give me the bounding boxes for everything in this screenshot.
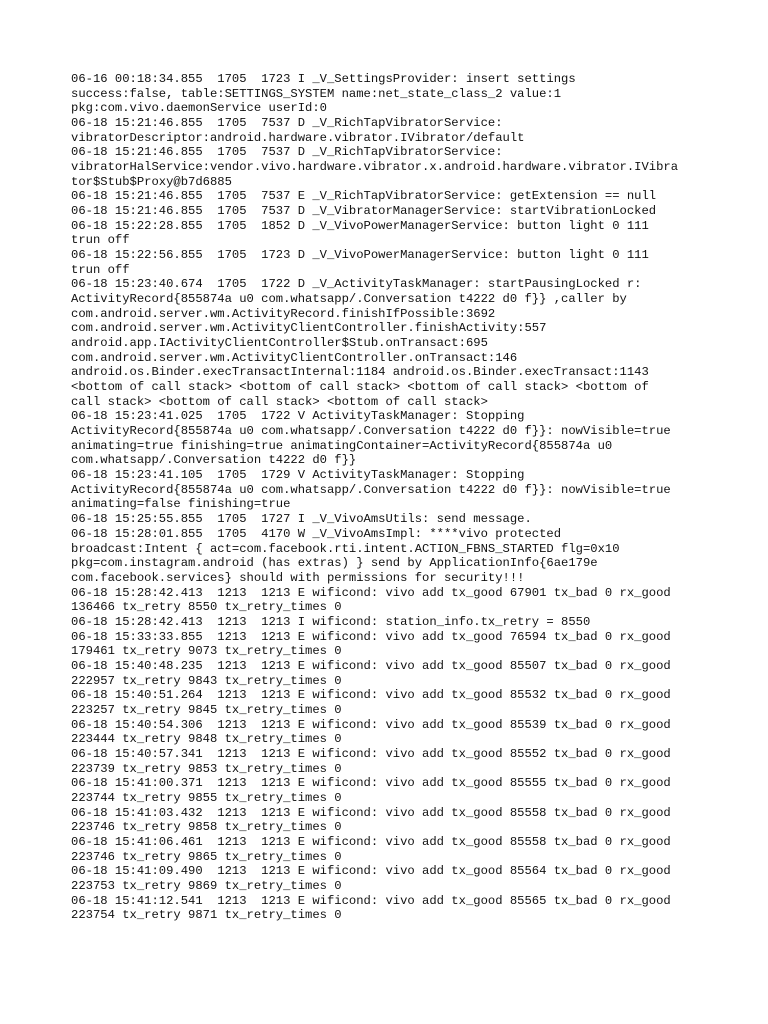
log-line: 06-18 15:41:00.371 1213 1213 E wificond: vivo add tx_good 85555 tx_bad 0 rx_good (71, 776, 671, 791)
log-line: 06-18 15:28:42.413 1213 1213 E wificond: vivo add tx_good 67901 tx_bad 0 rx_good (71, 585, 671, 600)
log-line: vibratorDescriptor:android.hardware.vibrator.IVibrator/default (71, 130, 525, 145)
log-line: 06-18 15:23:41.105 1705 1729 V ActivityTaskManager: Stopping (71, 468, 525, 483)
log-line: com.android.server.wm.ActivityRecord.finishIfPossible:3692 (71, 306, 496, 321)
log-line: 06-18 15:25:55.855 1705 1727 I _V_VivoAmsUtils: send message. (71, 512, 532, 527)
log-line: 223754 tx_retry 9871 tx_retry_times 0 (71, 908, 342, 923)
log-line: com.android.server.wm.ActivityClientController.finishActivity:557 (71, 321, 547, 336)
log-line: 06-18 15:21:46.855 1705 7537 E _V_RichTapVibratorService: getExtension == null (71, 189, 657, 204)
log-line: broadcast:Intent { act=com.facebook.rti.intent.ACTION_FBNS_STARTED flg=0x10 (71, 541, 620, 556)
log-line: <bottom of call stack> <bottom of call stack> <bottom of call stack> <bottom of (71, 380, 649, 395)
log-line: 06-18 15:41:03.432 1213 1213 E wificond: vivo add tx_good 85558 tx_bad 0 rx_good (71, 805, 671, 820)
log-line: 222957 tx_retry 9843 tx_retry_times 0 (71, 673, 342, 688)
log-line: 223739 tx_retry 9853 tx_retry_times 0 (71, 761, 342, 776)
log-line: ActivityRecord{855874a u0 com.whatsapp/.Conversation t4222 d0 f}}: nowVisible=true (71, 482, 671, 497)
log-line: 06-18 15:23:41.025 1705 1722 V ActivityTaskManager: Stopping (71, 409, 525, 424)
log-line: call stack> <bottom of call stack> <bottom of call stack> (71, 394, 488, 409)
log-line: ActivityRecord{855874a u0 com.whatsapp/.Conversation t4222 d0 f}} ,caller by (71, 292, 627, 307)
log-line: com.whatsapp/.Conversation t4222 d0 f}} (71, 453, 357, 468)
log-line: 06-18 15:28:42.413 1213 1213 I wificond: station_info.tx_retry = 8550 (71, 614, 591, 629)
log-line: 06-16 00:18:34.855 1705 1723 I _V_SettingsProvider: insert settings (71, 72, 576, 86)
log-line: trun off (71, 262, 130, 277)
log-line: 06-18 15:40:57.341 1213 1213 E wificond: vivo add tx_good 85552 tx_bad 0 rx_good (71, 746, 671, 761)
log-line: success:false, table:SETTINGS_SYSTEM name:net_state_class_2 value:1 (71, 86, 562, 101)
log-line: 06-18 15:22:28.855 1705 1852 D _V_VivoPowerManagerService: button light 0 111 (71, 218, 649, 233)
log-line: 179461 tx_retry 9073 tx_retry_times 0 (71, 644, 342, 659)
log-line: 06-18 15:28:01.855 1705 4170 W _V_VivoAmsImpl: ****vivo protected (71, 526, 562, 541)
log-line: 223753 tx_retry 9869 tx_retry_times 0 (71, 878, 342, 893)
log-line: vibratorHalService:vendor.vivo.hardware.vibrator.x.android.hardware.vibrator.IVibra (71, 160, 679, 175)
log-line: 06-18 15:23:40.674 1705 1722 D _V_ActivityTaskManager: startPausingLocked r: (71, 277, 642, 292)
log-line: 223746 tx_retry 9865 tx_retry_times 0 (71, 849, 342, 864)
log-line: com.android.server.wm.ActivityClientController.onTransact:146 (71, 350, 518, 365)
log-line: 06-18 15:33:33.855 1213 1213 E wificond: vivo add tx_good 76594 tx_bad 0 rx_good (71, 629, 671, 644)
log-line: 06-18 15:40:48.235 1213 1213 E wificond: vivo add tx_good 85507 tx_bad 0 rx_good (71, 658, 671, 673)
log-line: android.app.IActivityClientController$Stub.onTransact:695 (71, 336, 488, 351)
log-line: 06-18 15:22:56.855 1705 1723 D _V_VivoPowerManagerService: button light 0 111 (71, 248, 649, 263)
log-line: 223257 tx_retry 9845 tx_retry_times 0 (71, 702, 342, 717)
log-line: trun off (71, 233, 130, 248)
log-line: ActivityRecord{855874a u0 com.whatsapp/.Conversation t4222 d0 f}}: nowVisible=true (71, 424, 671, 439)
log-line: 06-18 15:21:46.855 1705 7537 D _V_RichTapVibratorService: (71, 116, 503, 131)
log-line: 06-18 15:40:54.306 1213 1213 E wificond: vivo add tx_good 85539 tx_bad 0 rx_good (71, 717, 671, 732)
log-line: 223744 tx_retry 9855 tx_retry_times 0 (71, 790, 342, 805)
log-line: 06-18 15:41:12.541 1213 1213 E wificond: vivo add tx_good 85565 tx_bad 0 rx_good (71, 893, 671, 908)
log-line: 06-18 15:41:06.461 1213 1213 E wificond: vivo add tx_good 85558 tx_bad 0 rx_good (71, 834, 671, 849)
log-line: 223444 tx_retry 9848 tx_retry_times 0 (71, 732, 342, 747)
log-line: 136466 tx_retry 8550 tx_retry_times 0 (71, 600, 342, 615)
log-line: tor$Stub$Proxy@b7d6885 (71, 174, 232, 189)
log-line: animating=false finishing=true (71, 497, 291, 512)
log-line: android.os.Binder.execTransactInternal:1184 android.os.Binder.execTransact:1143 (71, 365, 649, 380)
log-line: 223746 tx_retry 9858 tx_retry_times 0 (71, 820, 342, 835)
log-line (71, 923, 761, 938)
log-line: 06-18 15:40:51.264 1213 1213 E wificond: vivo add tx_good 85532 tx_bad 0 rx_good (71, 688, 671, 703)
log-line: pkg=com.instagram.android (has extras) } send by ApplicationInfo{6ae179e (71, 556, 598, 571)
log-line: pkg:com.vivo.daemonService userId:0 (71, 101, 327, 116)
log-line: com.facebook.services} should with permissions for security!!! (71, 570, 525, 585)
log-text-block (71, 72, 761, 938)
log-line: animating=true finishing=true animatingContainer=ActivityRecord{855874a u0 (71, 438, 613, 453)
log-line: 06-18 15:41:09.490 1213 1213 E wificond: vivo add tx_good 85564 tx_bad 0 rx_good (71, 864, 671, 879)
log-line: 06-18 15:21:46.855 1705 7537 D _V_RichTapVibratorService: (71, 145, 503, 160)
log-line: 06-18 15:21:46.855 1705 7537 D _V_VibratorManagerService: startVibrationLocked (71, 204, 657, 219)
